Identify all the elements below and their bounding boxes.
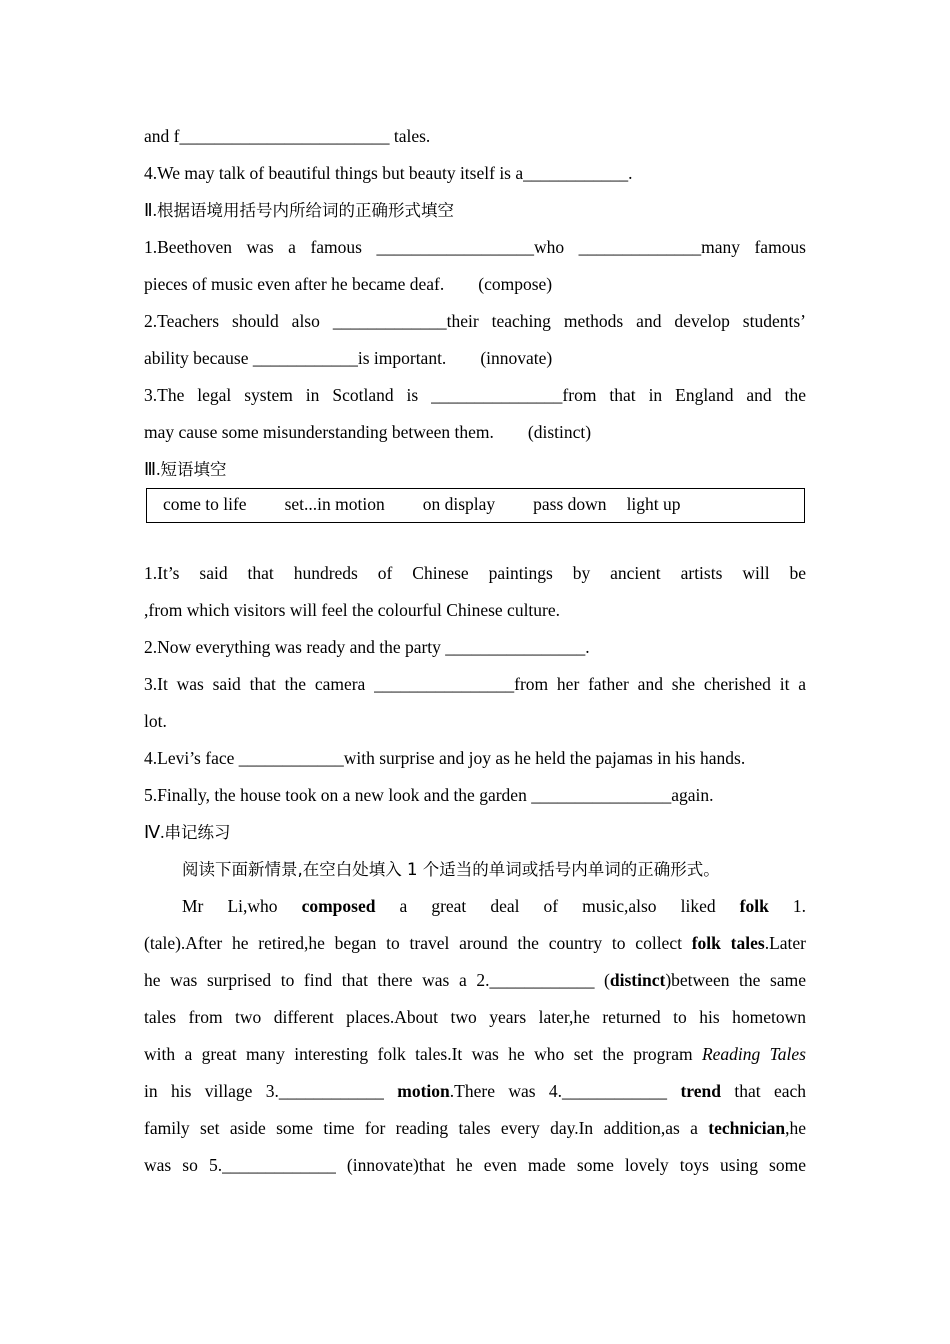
phrase-item: light up	[626, 494, 681, 514]
phrase-item: come to life	[163, 494, 247, 514]
question-line: may cause some misunderstanding between them. (distinct)	[144, 422, 592, 442]
exercise-line: and f________________________ tales.	[144, 126, 431, 146]
question-line: 3.It was said that the camera ________________from her father and she cherished it a	[144, 674, 806, 694]
passage-line: with a great many interesting folk tales.It was he who set the program Reading Tales	[144, 1044, 806, 1064]
question-line: 3.The legal system in Scotland is _______________from that in England and the	[144, 385, 806, 405]
phrase-item: on display	[422, 494, 496, 514]
question-line: ,from which visitors will feel the colourful Chinese culture.	[144, 600, 561, 620]
phrase-box	[146, 488, 805, 523]
passage-line: Mr Li,who composed a great deal of music,also liked folk 1.	[182, 896, 806, 916]
phrase-item: pass down	[533, 494, 607, 514]
question-line: ability because ____________is important. (innovate)	[144, 348, 553, 368]
question-line: 5.Finally, the house took on a new look and the garden ________________again.	[144, 785, 714, 805]
question-line: 1.Beethoven was a famous __________________who ______________many famous	[144, 237, 806, 257]
phrase-item: set...in motion	[284, 494, 385, 514]
question-line: 4.Levi’s face ____________with surprise and joy as he held the pajamas in his hands.	[144, 748, 746, 768]
spacer	[144, 523, 806, 555]
passage-line: family set aside some time for reading tales every day.In addition,as a technician,he	[144, 1118, 806, 1138]
section-heading-4: Ⅳ.串记练习	[144, 822, 231, 842]
exercise-line: 4.We may talk of beautiful things but beauty itself is a____________.	[144, 163, 633, 183]
passage-line: tales from two different places.About two years later,he returned to his hometown	[144, 1007, 806, 1027]
passage-line: he was surprised to find that there was a 2.____________ (distinct)between the same	[144, 970, 806, 990]
question-line: 2.Teachers should also _____________their teaching methods and develop students’	[144, 311, 806, 331]
instruction-line: 阅读下面新情景,在空白处填入 1 个适当的单词或括号内单词的正确形式。	[182, 860, 720, 879]
question-line: 2.Now everything was ready and the party ________________.	[144, 637, 590, 657]
worksheet-page	[144, 118, 806, 1184]
passage-line: in his village 3.____________ motion.There was 4.____________ trend that each	[144, 1081, 806, 1101]
section-heading-2: Ⅱ.根据语境用括号内所给词的正确形式填空	[144, 200, 454, 220]
passage-line: was so 5._____________ (innovate)that he even made some lovely toys using some	[144, 1155, 806, 1175]
question-line: pieces of music even after he became deaf. (compose)	[144, 274, 553, 294]
section-heading-3: Ⅲ.短语填空	[144, 459, 227, 479]
question-line: 1.It’s said that hundreds of Chinese paintings by ancient artists will be	[144, 563, 806, 583]
question-line: lot.	[144, 711, 167, 731]
passage-line: (tale).After he retired,he began to travel around the country to collect folk tales.Later	[144, 933, 806, 953]
